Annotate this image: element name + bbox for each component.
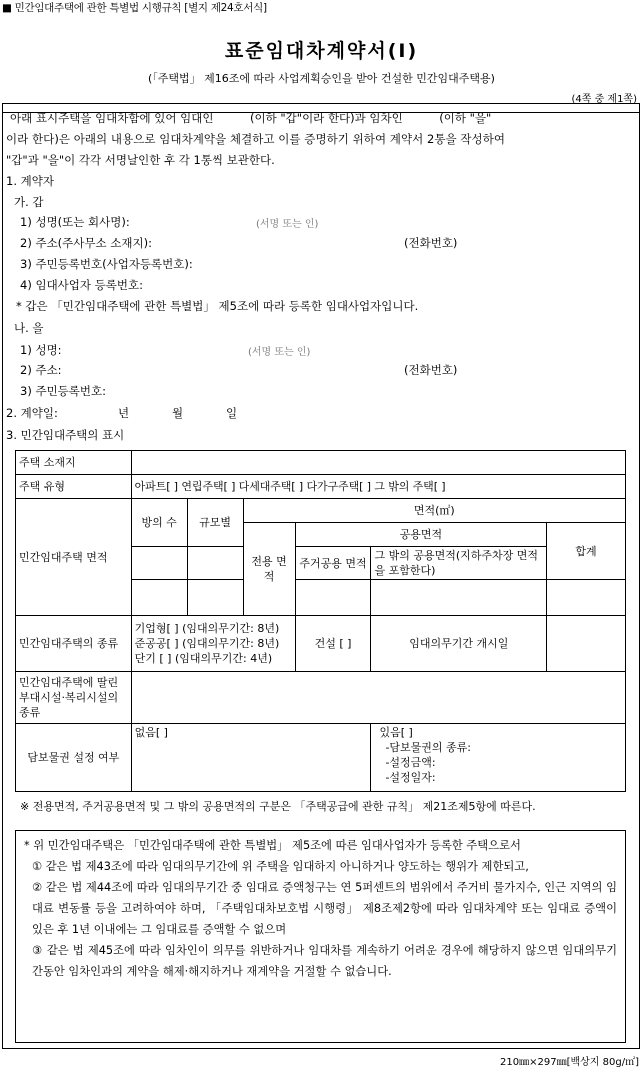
rooms-value[interactable] bbox=[131, 547, 187, 580]
size-label: 규모별 bbox=[187, 499, 243, 547]
period-start-label: 임대의무기간 개시일 bbox=[371, 616, 547, 672]
construct-option[interactable]: 건설 [ ] bbox=[295, 616, 371, 672]
party-a-biz-label: 4) 임대사업자 등록번호: bbox=[20, 278, 143, 292]
contract-date-day: 일 bbox=[226, 406, 238, 420]
area-label: 민간임대주택 면적 bbox=[16, 499, 132, 616]
document-subtitle: (「주택법」 제16조에 따라 사업계획승인을 받아 건설한 민간임대주택용) bbox=[148, 72, 495, 85]
notice-item-2: ② 같은 법 제44조에 따라 임대의무기간 중 임대료 증액청구는 연 5퍼센트의 범위에서 주거비 물가지수, 인근 지역의 임대료 변동률 등을 고려하여야 하며, 「주택임대차보호법 시행령」 제8조제2항에 따라 임대차계약 또는 임대료 증액이 있은 후 1년 이내에는 그 임대료를 증액할 수 없으며 bbox=[32, 881, 617, 936]
party-a-note: * 갑은 「민간임대주택에 관한 특별법」 제5조에 따라 등록한 임대사업자입니다. bbox=[16, 299, 419, 313]
form-header: ■ 민간임대주택에 관한 특별법 시행규칙 [별지 제24호서식] bbox=[2, 2, 267, 14]
kind-options[interactable] bbox=[131, 616, 295, 672]
size-value[interactable] bbox=[187, 547, 243, 580]
mortgage-kind-label: -담보물권의 종류: bbox=[385, 741, 472, 754]
party-b-reg-label: 3) 주민등록번호: bbox=[20, 384, 106, 398]
contract-date-year: 년 bbox=[118, 406, 130, 420]
intro-line-3: "갑"과 "을"이 각각 서명날인한 후 각 1통씩 보관한다. bbox=[6, 153, 275, 167]
mortgage-date-label: -설정일자: bbox=[385, 771, 436, 784]
notice-intro: * 위 민간임대주택은 「민간임대주택에 관한 특별법」 제5조에 따른 임대사업자가 등록한 주택으로서 bbox=[24, 839, 521, 852]
kind-short-term[interactable]: 단기 [ ] (임대의무기간: 4년) bbox=[134, 652, 273, 665]
kind-semi-public[interactable]: 준공공[ ] (임대의무기간: 8년) bbox=[134, 637, 280, 650]
other-common-value[interactable] bbox=[371, 580, 547, 616]
paper-spec: 210㎜×297㎜[백상지 80g/㎡] bbox=[500, 1057, 639, 1068]
party-a-reg-label: 3) 주민등록번호(사업자등록번호): bbox=[20, 257, 193, 271]
party-a-address-label: 2) 주소(주사무소 소재지): bbox=[20, 236, 152, 250]
mortgage-label: 담보물권 설정 여부 bbox=[16, 724, 132, 792]
mortgage-exists-cell[interactable] bbox=[371, 724, 626, 792]
party-a-heading: 가. 갑 bbox=[14, 195, 44, 209]
party-a-name-label: 1) 성명(또는 회사명): bbox=[20, 215, 130, 229]
size-value-2[interactable] bbox=[187, 580, 243, 616]
location-value[interactable] bbox=[131, 451, 625, 475]
exclusive-area-label: 전용 면적 bbox=[243, 523, 295, 616]
rooms-label: 방의 수 bbox=[131, 499, 187, 547]
kind-label: 민간임대주택의 종류 bbox=[16, 616, 132, 672]
area-header: 면적(㎡) bbox=[243, 499, 625, 523]
party-b-sign-hint: (서명 또는 인) bbox=[248, 347, 311, 358]
type-label: 주택 유형 bbox=[16, 475, 132, 499]
residential-common-label: 주거공용 면적 bbox=[295, 547, 371, 580]
mortgage-amount-label: -설정금액: bbox=[385, 756, 436, 769]
residential-common-value[interactable] bbox=[295, 580, 371, 616]
rental-house-table bbox=[15, 450, 626, 792]
facility-value[interactable] bbox=[131, 672, 625, 724]
rooms-value-2[interactable] bbox=[131, 580, 187, 616]
location-label: 주택 소재지 bbox=[16, 451, 132, 475]
section-3-title: 3. 민간임대주택의 표시 bbox=[6, 428, 125, 442]
other-common-label: 그 밖의 공용면적(지하주차장 면적을 포함한다) bbox=[371, 547, 547, 580]
party-a-sign-hint: (서명 또는 인) bbox=[256, 219, 319, 230]
table-footnote: ※ 전용면적, 주거공용면적 및 그 밖의 공용면적의 구분은 「주택공급에 관한 규칙」 제21조제5항에 따른다. bbox=[20, 800, 536, 813]
mortgage-none-option[interactable]: 없음[ ] bbox=[131, 724, 371, 792]
facility-label: 민간임대주택에 딸린 부대시설·복리시설의 종류 bbox=[16, 672, 132, 724]
party-a-phone-label: (전화번호) bbox=[404, 236, 458, 250]
party-b-heading: 나. 을 bbox=[14, 321, 44, 335]
notice-box bbox=[15, 830, 626, 1043]
party-b-name-label: 1) 성명: bbox=[20, 343, 62, 357]
party-b-address-label: 2) 주소: bbox=[20, 363, 62, 377]
kind-enterprise[interactable]: 기업형[ ] (임대의무기간: 8년) bbox=[134, 622, 280, 635]
party-b-phone-label: (전화번호) bbox=[404, 363, 458, 377]
period-start-value[interactable] bbox=[547, 616, 626, 672]
intro-line-1: 아래 표시주택을 임대차함에 있어 임대인 (이하 "갑"이라 한다)과 임차인 (이하 "을" bbox=[10, 111, 492, 125]
notice-item-3: ③ 같은 법 제45조에 따라 임차인이 의무를 위반하거나 임대차를 계속하기 어려운 경우에 해당하지 않으면 임대의무기간동안 임차인과의 계약을 해제·해지하거나 재계약을 거절할 수 없습니다. bbox=[32, 944, 617, 978]
intro-line-2: 이라 한다)은 아래의 내용으로 임대차계약을 체결하고 이를 증명하기 위하여 계약서 2통을 작성하여 bbox=[6, 132, 506, 146]
document-title: 표준임대차계약서(Ⅰ) bbox=[224, 40, 419, 62]
page-number: (4쪽 중 제1쪽) bbox=[571, 94, 637, 105]
notice-item-1: ① 같은 법 제43조에 따라 임대의무기간에 위 주택을 임대하지 아니하거나 양도하는 행위가 제한되고, bbox=[32, 860, 529, 873]
common-area-label: 공용면적 bbox=[295, 523, 547, 547]
type-options[interactable]: 아파트[ ] 연립주택[ ] 다세대주택[ ] 다가구주택[ ] 그 밖의 주택[ ] bbox=[131, 475, 625, 499]
contract-date-label: 2. 계약일: bbox=[6, 406, 58, 420]
mortgage-exists-option[interactable]: 있음[ ] bbox=[379, 726, 413, 739]
total-area-value[interactable] bbox=[547, 580, 626, 616]
section-1-title: 1. 계약자 bbox=[6, 174, 54, 188]
contract-date-month: 월 bbox=[172, 406, 184, 420]
total-area-label: 합계 bbox=[547, 523, 626, 580]
